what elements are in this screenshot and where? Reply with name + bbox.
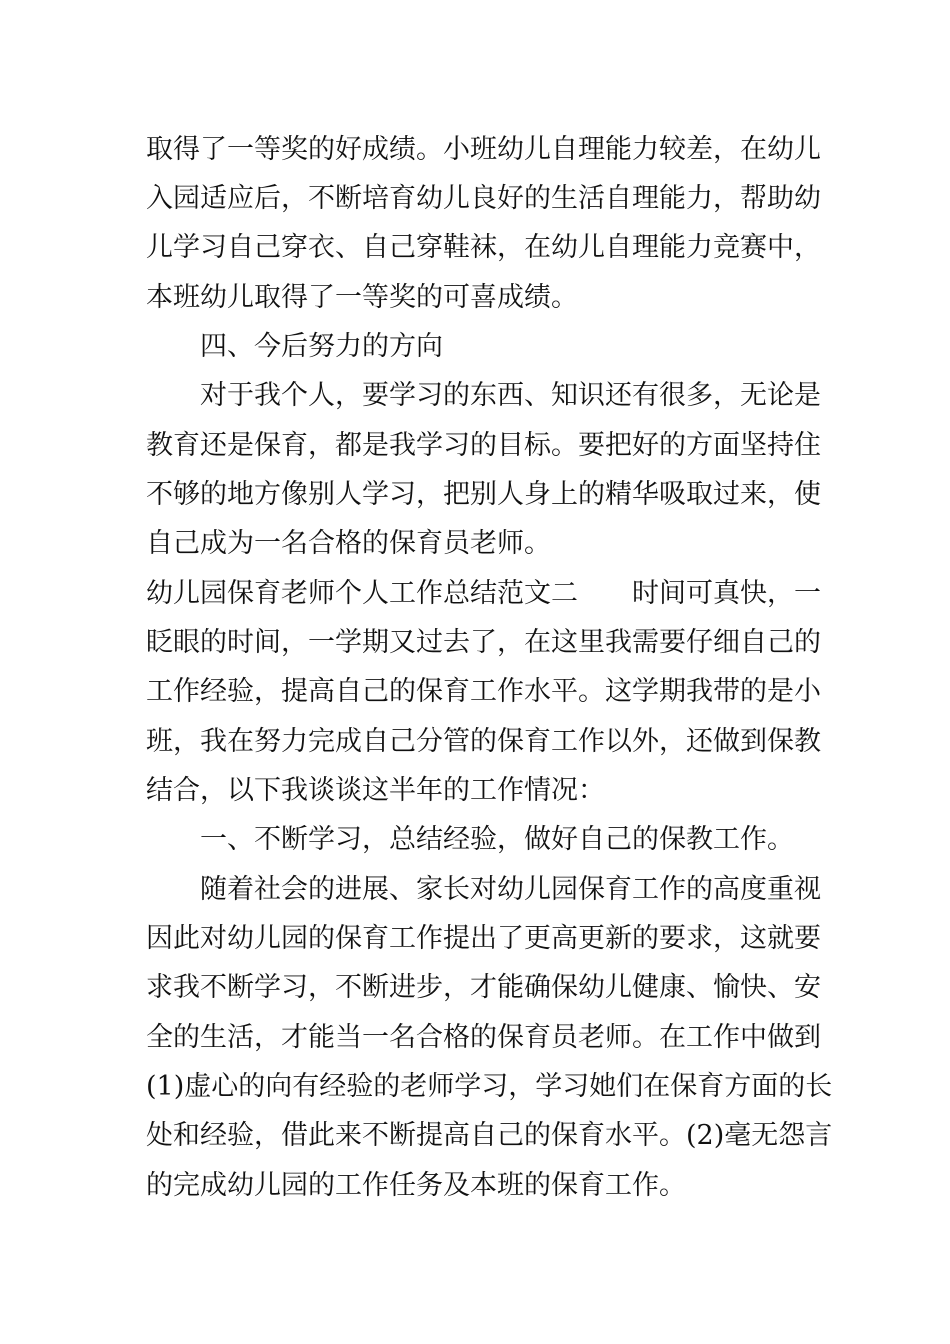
section-heading-learning: 一、不断学习，总结经验，做好自己的保教工作。: [200, 824, 794, 855]
text-line-9: 自己成为一名合格的保育员老师。: [146, 528, 551, 559]
article-title: 幼儿园保育老师个人工作总结范文二: [146, 578, 578, 609]
text-line-21: 处和经验，借此来不断提高自己的保育水平。(2)毫无怨言: [146, 1120, 833, 1151]
text-line-7: 教育还是保育，都是我学习的目标。要把好的方面坚持住: [146, 430, 821, 461]
text-line-2: 入园适应后，不断培育幼儿良好的生活自理能力，帮助幼: [146, 183, 821, 214]
text-line-4: 本班幼儿取得了一等奖的可喜成绩。: [146, 282, 578, 313]
text-line-16: 随着社会的进展、家长对幼儿园保育工作的高度重视: [200, 874, 821, 905]
text-line-3: 儿学习自己穿衣、自己穿鞋袜，在幼儿自理能力竞赛中，: [146, 232, 821, 263]
text-line-19: 全的生活，才能当一名合格的保育员老师。在工作中做到: [146, 1022, 821, 1053]
text-line-13: 班，我在努力完成自己分管的保育工作以外，还做到保教: [146, 726, 821, 757]
text-line-11: 眨眼的时间，一学期又过去了，在这里我需要仔细自己的: [146, 627, 821, 658]
section-heading-future: 四、今后努力的方向: [200, 331, 443, 362]
text-line-1: 取得了一等奖的好成绩。小班幼儿自理能力较差，在幼儿: [146, 134, 821, 165]
text-line-8: 不够的地方像别人学习，把别人身上的精华吸取过来，使: [146, 479, 821, 510]
article-title-line: [146, 574, 821, 614]
text-line-12: 工作经验，提高自己的保育工作水平。这学期我带的是小: [146, 676, 821, 707]
article-opening: 时间可真快，一: [632, 578, 821, 609]
text-line-18: 求我不断学习，不断进步，才能确保幼儿健康、愉快、安: [146, 972, 821, 1003]
text-line-20: (1)虚心的向有经验的老师学习，学习她们在保育方面的长: [146, 1071, 833, 1102]
text-line-17: 因此对幼儿园的保育工作提出了更高更新的要求，这就要: [146, 923, 821, 954]
text-line-22: 的完成幼儿园的工作任务及本班的保育工作。: [146, 1170, 686, 1201]
text-line-6: 对于我个人，要学习的东西、知识还有很多，无论是: [200, 380, 821, 411]
text-line-14: 结合，以下我谈谈这半年的工作情况：: [146, 775, 605, 806]
